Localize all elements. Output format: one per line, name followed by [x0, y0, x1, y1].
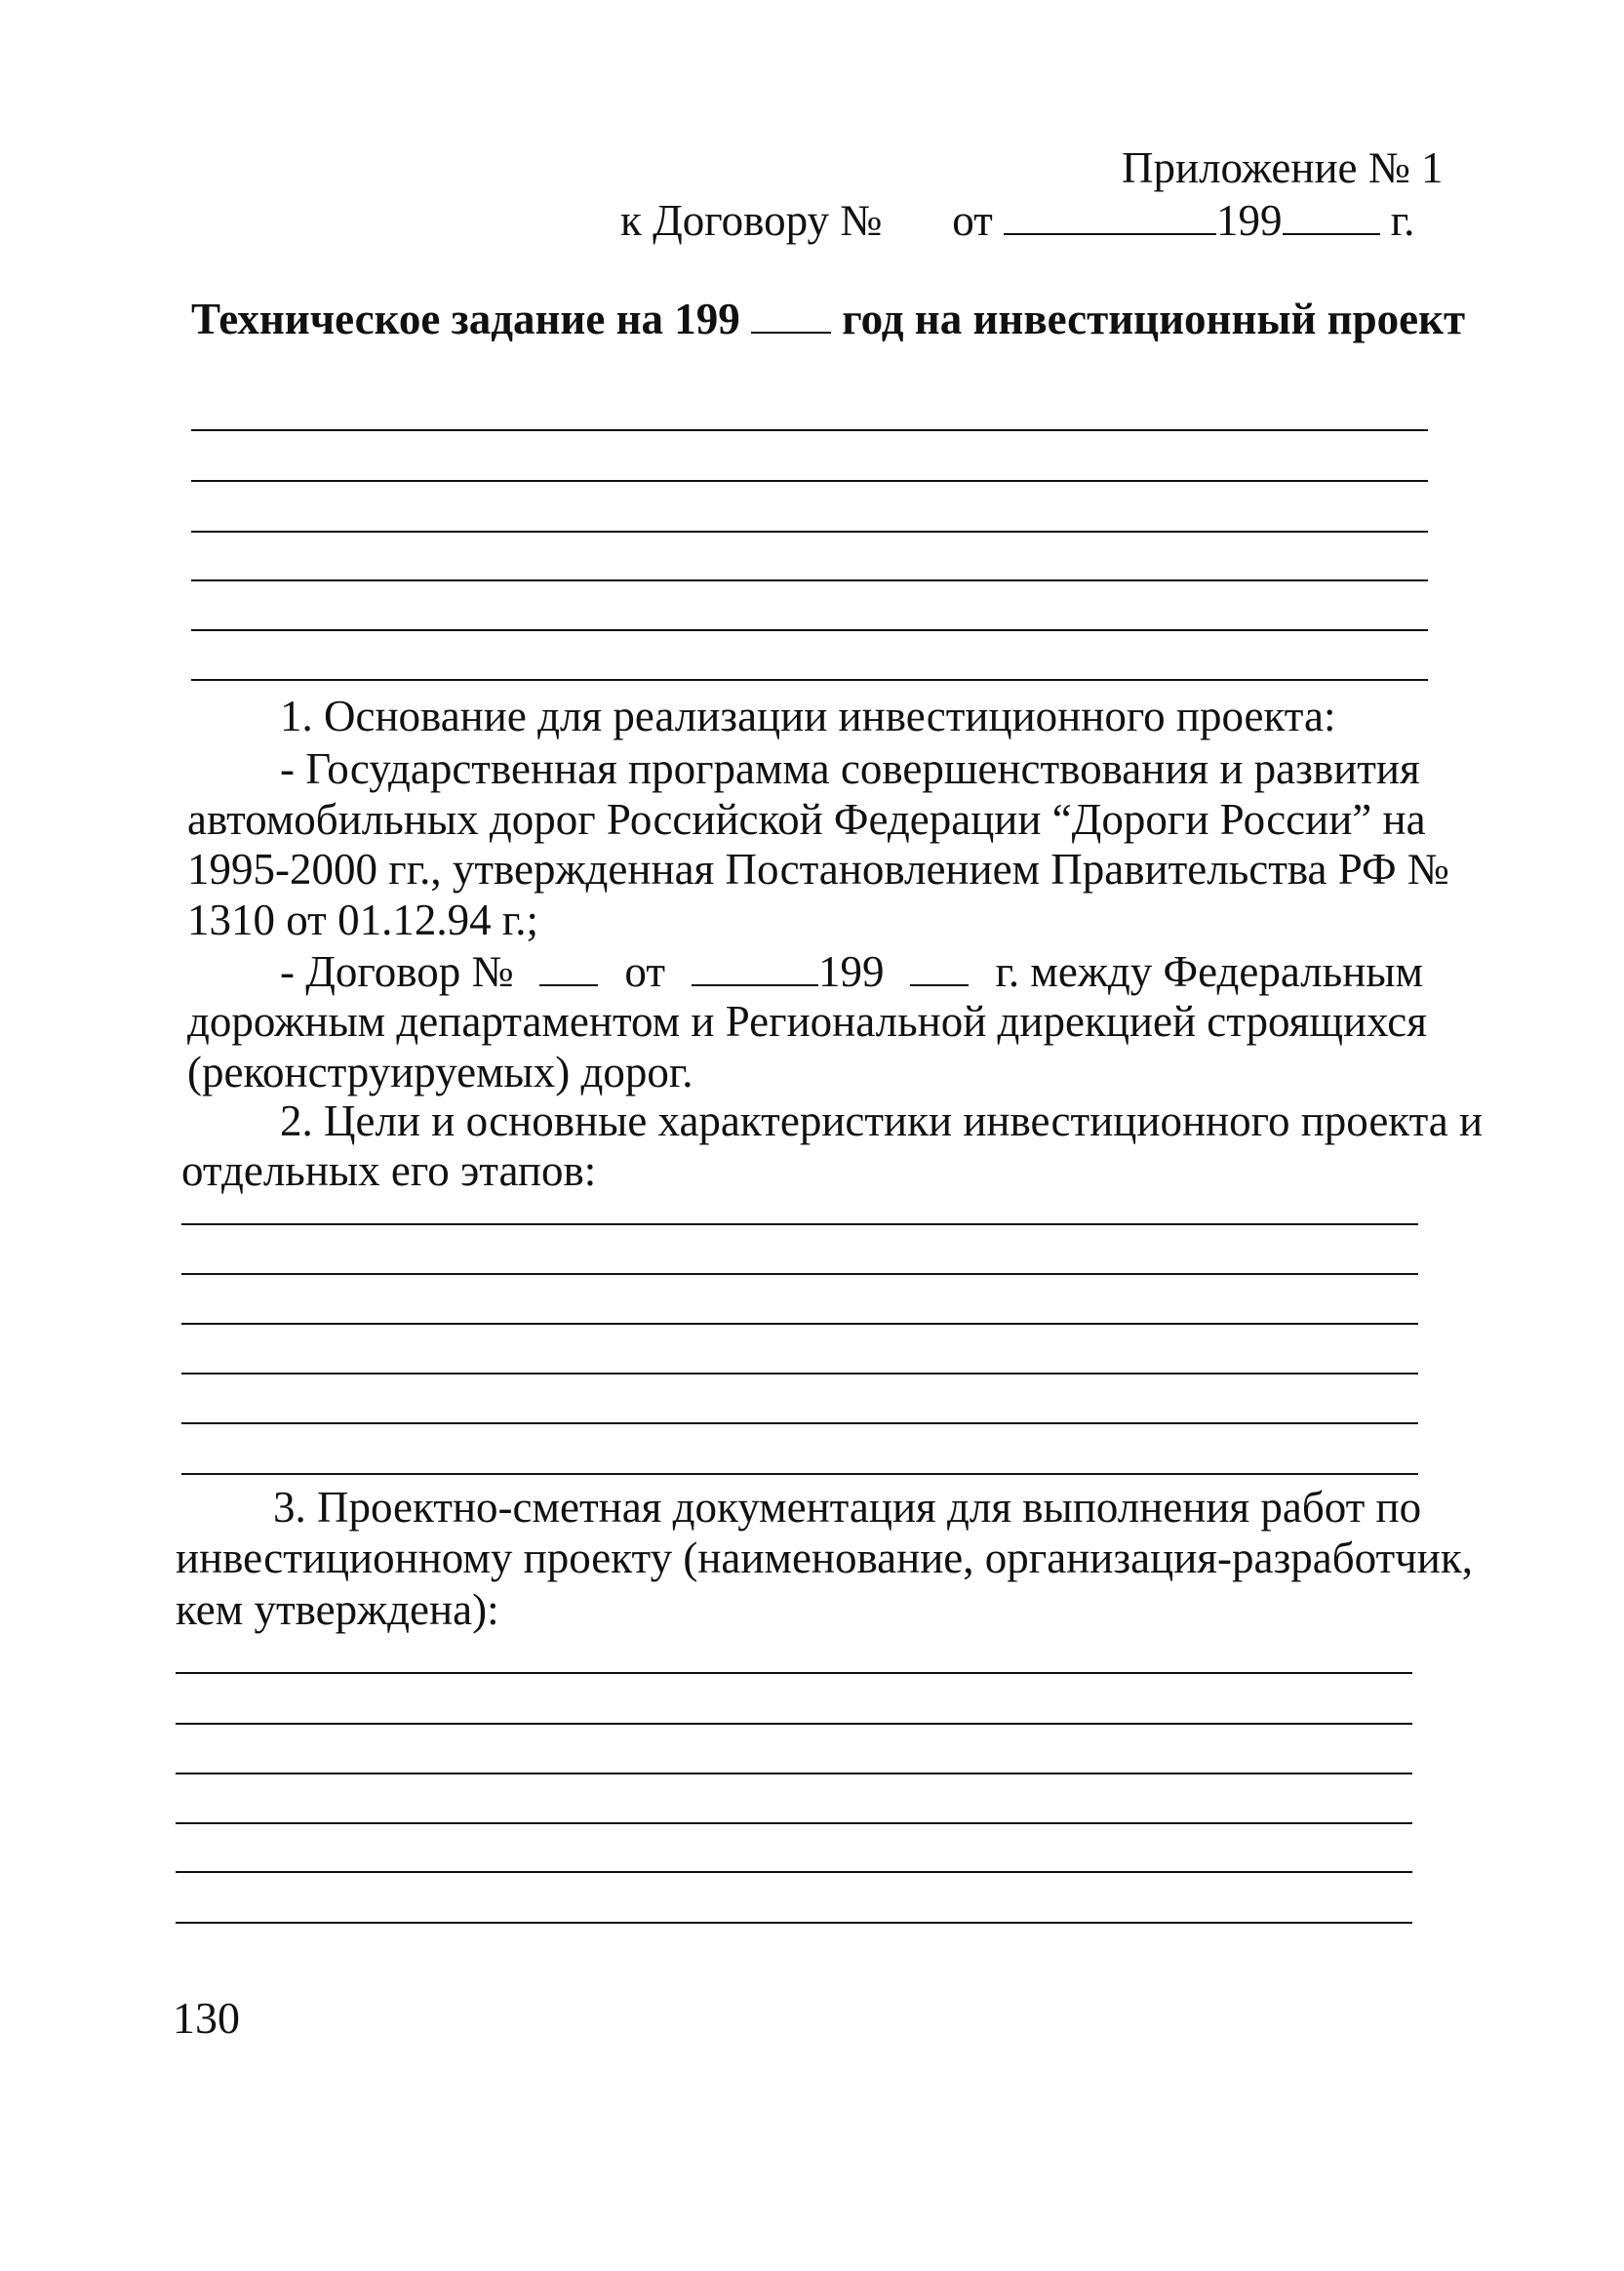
blank-line	[176, 1723, 1412, 1725]
title-part1: Техническое задание на 199	[191, 295, 740, 343]
blank-line	[176, 1922, 1412, 1924]
blank-line	[191, 531, 1428, 533]
blank-line	[176, 1871, 1412, 1873]
contract-g: г.	[1390, 196, 1415, 245]
contract-year-blank	[1283, 198, 1380, 235]
title-part2: год на инвестиционный проект	[842, 295, 1466, 343]
section1-item2-line: (реконструируемых) дорог.	[187, 1048, 693, 1096]
section3-line: кем утверждена):	[176, 1585, 499, 1634]
blank-line	[191, 579, 1428, 581]
blank-line	[191, 480, 1428, 482]
contract-prefix: к Договору №	[620, 196, 883, 245]
blank-line	[181, 1323, 1418, 1325]
section3-line: инвестиционному проекту (наименование, организация-разработчик,	[176, 1534, 1473, 1582]
blank-line	[181, 1473, 1418, 1475]
section1-item1-line: 1310 от 01.12.94 г.;	[187, 896, 538, 944]
title-year-blank	[751, 297, 831, 334]
blank-line	[176, 1822, 1412, 1824]
section1-item1-line: автомобильных дорог Российской Федерации “Дороги России” на	[187, 795, 1426, 844]
blank-line	[176, 1672, 1412, 1674]
blank-line	[181, 1273, 1418, 1275]
blank-line	[191, 679, 1428, 681]
item2-from: от	[624, 947, 665, 996]
blank-line	[176, 1773, 1412, 1774]
section1-item1-line: 1995-2000 гг., утвержденная Постановлением Правительства РФ №	[187, 845, 1449, 894]
section1-item1-line: - Государственная программа совершенствования и развития	[280, 744, 1420, 793]
blank-line	[181, 1422, 1418, 1424]
blank-line	[181, 1373, 1418, 1375]
item2-year: 199	[817, 947, 885, 996]
section2-line: отдельных его этапов:	[181, 1146, 597, 1195]
item2-prefix: - Договор №	[280, 947, 514, 996]
blank-line	[191, 429, 1428, 431]
section1-item2-first-line	[280, 949, 1423, 994]
section2-line: 2. Цели и основные характеристики инвестиционного проекта и	[280, 1096, 1484, 1145]
contract-reference	[620, 198, 1414, 243]
contract-year: 199	[1216, 196, 1283, 245]
contract-from: от	[952, 196, 993, 245]
document-title	[191, 297, 1465, 341]
item2-year-blank	[910, 949, 969, 986]
section1-heading: 1. Основание для реализации инвестиционного проекта:	[280, 692, 1336, 740]
section3-line: 3. Проектно-сметная документация для выполнения работ по	[273, 1483, 1422, 1532]
appendix-label: Приложение № 1	[1122, 143, 1444, 192]
item2-date-blank	[692, 949, 818, 986]
section1-item2-line: дорожным департаментом и Региональной дирекцией строящихся	[187, 997, 1427, 1046]
blank-line	[181, 1223, 1418, 1225]
item2-rest: г. между Федеральным	[995, 947, 1423, 996]
item2-number-blank	[539, 949, 598, 986]
blank-line	[191, 629, 1428, 631]
contract-date-blank	[1004, 198, 1216, 235]
page-number: 130	[173, 1993, 240, 2043]
